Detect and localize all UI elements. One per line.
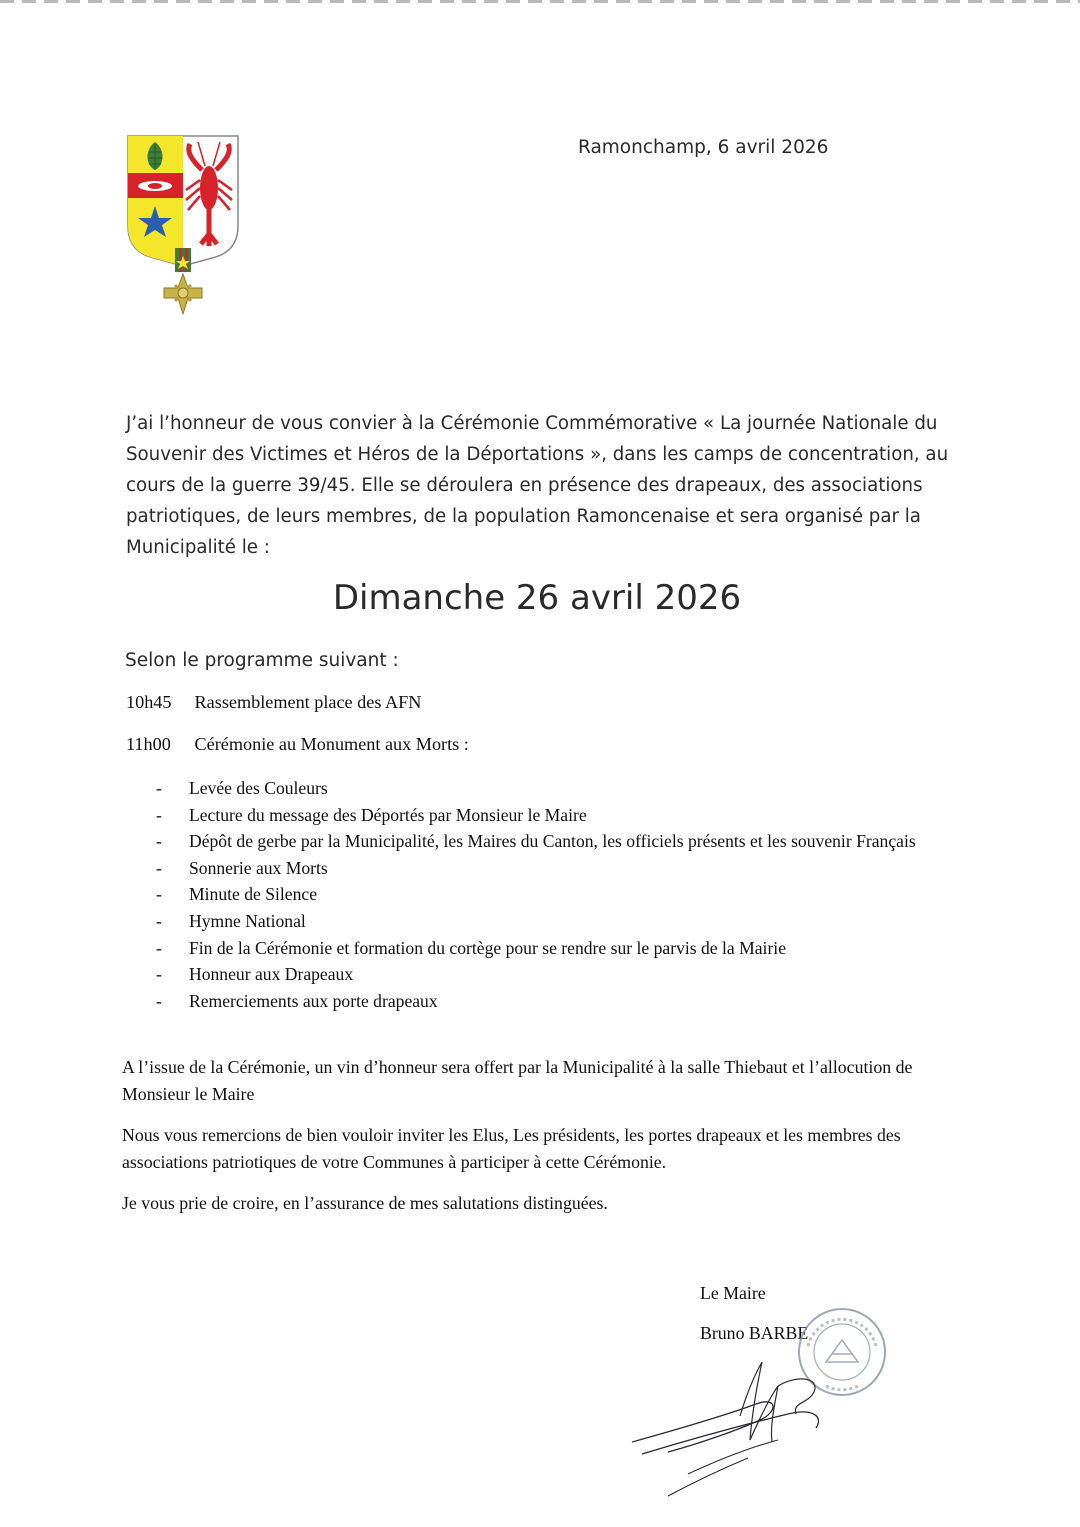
signer-title: Le Maire [700, 1283, 766, 1303]
ceremony-program-list [156, 775, 956, 1014]
coat-of-arms-icon [122, 130, 244, 330]
place-and-date: Ramonchamp, 6 avril 2026 [578, 137, 829, 158]
list-item: - Minute de Silence [156, 881, 956, 908]
handwritten-signature-icon [628, 1356, 828, 1506]
list-item: - Dépôt de gerbe par la Municipalité, les Maires du Canton, les officiels présents et les souvenir Français [156, 828, 956, 855]
request-paragraph: Nous vous remercions de bien vouloir inviter les Elus, Les présidents, les portes drapeaux et les membres des associations patriotiques de votre Communes à participer à cette Cérémonie. [122, 1125, 901, 1172]
event-date-heading: Dimanche 26 avril 2026 [332, 578, 742, 618]
list-item: - Honneur aux Drapeaux [156, 961, 956, 988]
reception-paragraph: A l’issue de la Cérémonie, un vin d’honneur sera offert par la Municipalité à la salle Thiebaut et l’allocution de Monsieur le Maire [122, 1057, 913, 1104]
schedule-time: 10h45 [126, 692, 172, 712]
program-intro: Selon le programme suivant : [125, 650, 399, 671]
list-item: - Remerciements aux porte drapeaux [156, 988, 956, 1015]
schedule-label: Cérémonie au Monument aux Morts : [194, 734, 469, 754]
list-item: - Sonnerie aux Morts [156, 855, 956, 882]
salutation-paragraph: Je vous prie de croire, en l’assurance de mes salutations distinguées. [122, 1193, 608, 1213]
schedule-entry [126, 734, 469, 755]
list-item: - Fin de la Cérémonie et formation du cortège pour se rendre sur le parvis de la Mairie [156, 935, 956, 962]
schedule-label: Rassemblement place des AFN [194, 692, 422, 712]
signature-block [700, 1273, 808, 1353]
list-item: - Lecture du message des Déportés par Monsieur le Maire [156, 802, 956, 829]
list-item: - Levée des Couleurs [156, 775, 956, 802]
schedule-entry [126, 692, 421, 713]
scan-edge [0, 0, 1080, 3]
invitation-paragraph: J’ai l’honneur de vous convier à la Cérémonie Commémorative « La journée Nationale du Souvenir des Victimes et Héros de la Déportations », dans les camps de concentration, au cours de la guerre 39/45. Elle se déroulera en présence des drapeaux, des associations patriotiques, de leurs membres, de la population Ramoncenaise et sera organisé par la Municipalité le : [126, 413, 949, 558]
signer-name: Bruno BARBE [700, 1323, 809, 1343]
schedule-time: 11h00 [126, 734, 171, 754]
list-item: - Hymne National [156, 908, 956, 935]
